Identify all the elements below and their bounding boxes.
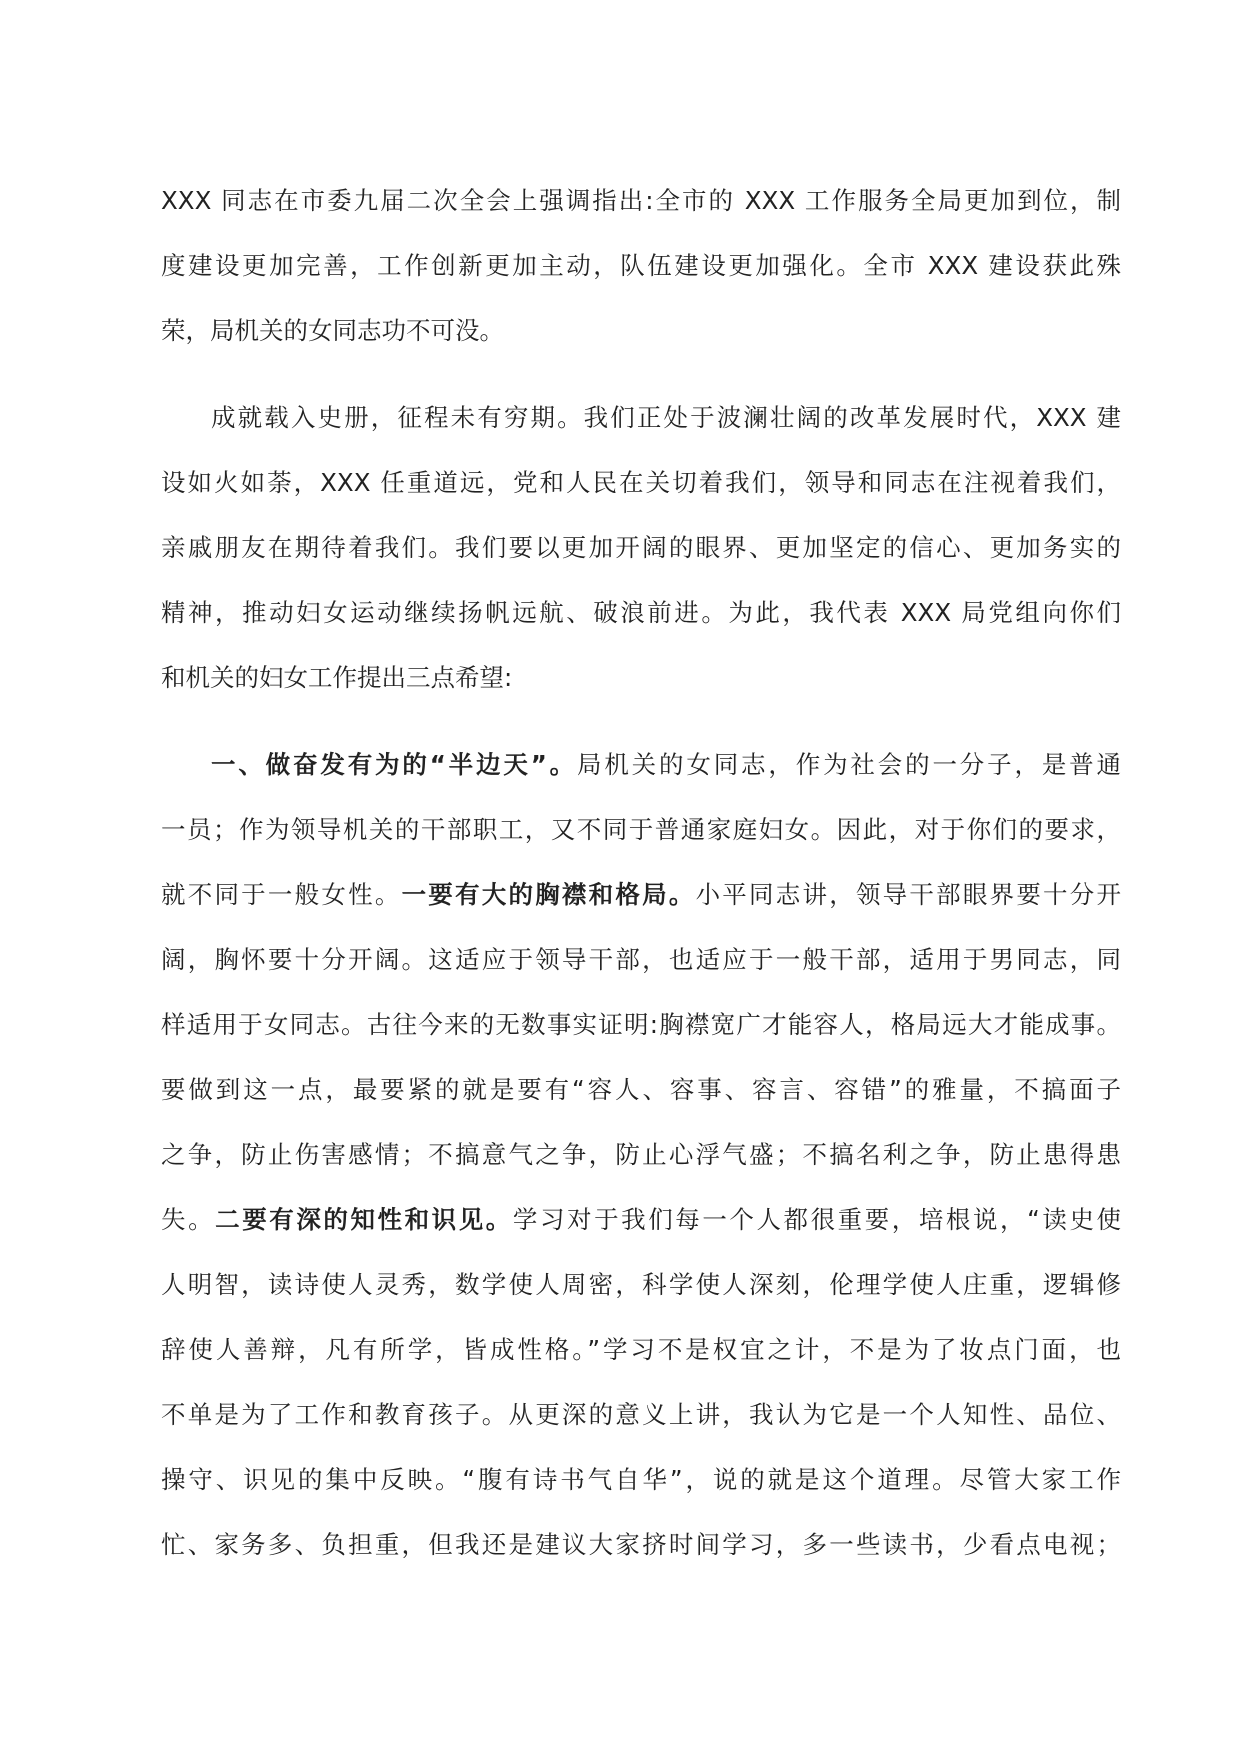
- text-run: 和机关的妇女工作提出三点希望:: [161, 663, 513, 692]
- text-line: [161, 168, 1121, 233]
- text-line: [161, 1122, 1121, 1187]
- text-line: [161, 1512, 1121, 1577]
- text-line: [161, 1057, 1121, 1122]
- text-line: [161, 233, 1121, 298]
- document-body: [161, 168, 1121, 1577]
- text-line: [161, 1252, 1121, 1317]
- text-run: 一员；作为领导机关的干部职工，又不同于普通家庭妇女。因此，对于你们的要求，: [161, 815, 1121, 844]
- text-run: 之争，防止伤害感情；不搞意气之争，防止心浮气盛；不搞名利之争，防止患得患: [161, 1140, 1121, 1169]
- text-line: [161, 1187, 1121, 1252]
- section-heading-run: 一、做奋发有为的“半边天”。: [211, 750, 577, 779]
- text-run: 荣，局机关的女同志功不可没。: [161, 316, 504, 345]
- text-run: 设如火如荼，XXX 任重道远，党和人民在关切着我们，领导和同志在注视着我们，: [161, 468, 1121, 497]
- text-run: 人明智，读诗使人灵秀，数学使人周密，科学使人深刻，伦理学使人庄重，逻辑修: [161, 1270, 1121, 1299]
- text-line: [161, 927, 1121, 992]
- emphasis-run: 一要有大的胸襟和格局。: [401, 880, 696, 909]
- text-run: 学习对于我们每一个人都很重要，培根说，“读史使: [512, 1205, 1121, 1234]
- text-run: 亲戚朋友在期待着我们。我们要以更加开阔的眼界、更加坚定的信心、更加务实的: [161, 533, 1121, 562]
- text-run: 失。: [161, 1205, 216, 1234]
- text-run: 辞使人善辩，凡有所学，皆成性格。”学习不是权宜之计，不是为了妆点门面，也: [161, 1335, 1121, 1364]
- text-run: 忙、家务多、负担重，但我还是建议大家挤时间学习，多一些读书，少看点电视；: [161, 1530, 1121, 1559]
- text-line: [161, 862, 1121, 927]
- text-run: 要做到这一点，最要紧的就是要有“容人、容事、容言、容错”的雅量，不搞面子: [161, 1075, 1121, 1104]
- text-line: [161, 645, 1121, 710]
- text-line: [161, 298, 1121, 363]
- text-run: 就不同于一般女性。: [161, 880, 402, 909]
- emphasis-run: 二要有深的知性和识见。: [215, 1205, 513, 1234]
- text-run: 局机关的女同志，作为社会的一分子，是普通: [577, 750, 1121, 779]
- text-run: 样适用于女同志。古往今来的无数事实证明:胸襟宽广才能容人，格局远大才能成事。: [161, 1010, 1121, 1039]
- text-line: [161, 385, 1121, 450]
- text-run: 成就载入史册，征程未有穷期。我们正处于波澜壮阔的改革发展时代，XXX 建: [211, 403, 1121, 432]
- text-run: 度建设更加完善，工作创新更加主动，队伍建设更加强化。全市 XXX 建设获此殊: [161, 251, 1121, 280]
- text-run: 精神，推动妇女运动继续扬帆远航、破浪前进。为此，我代表 XXX 局党组向你们: [161, 598, 1121, 627]
- text-line: [161, 1447, 1121, 1512]
- text-line: [161, 1382, 1121, 1447]
- text-line: [161, 1317, 1121, 1382]
- text-line: [161, 797, 1121, 862]
- text-line: [161, 450, 1121, 515]
- text-line: [161, 992, 1121, 1057]
- text-line: [161, 515, 1121, 580]
- text-run: 阔，胸怀要十分开阔。这适应于领导干部，也适应于一般干部，适用于男同志，同: [161, 945, 1121, 974]
- text-run: 不单是为了工作和教育孩子。从更深的意义上讲，我认为它是一个人知性、品位、: [161, 1400, 1121, 1429]
- text-line: [161, 732, 1121, 797]
- text-run: 小平同志讲，领导干部眼界要十分开: [695, 880, 1121, 909]
- text-line: [161, 580, 1121, 645]
- text-run: XXX 同志在市委九届二次全会上强调指出:全市的 XXX 工作服务全局更加到位，制: [161, 186, 1121, 215]
- text-run: 操守、识见的集中反映。“腹有诗书气自华”，说的就是这个道理。尽管大家工作: [161, 1465, 1121, 1494]
